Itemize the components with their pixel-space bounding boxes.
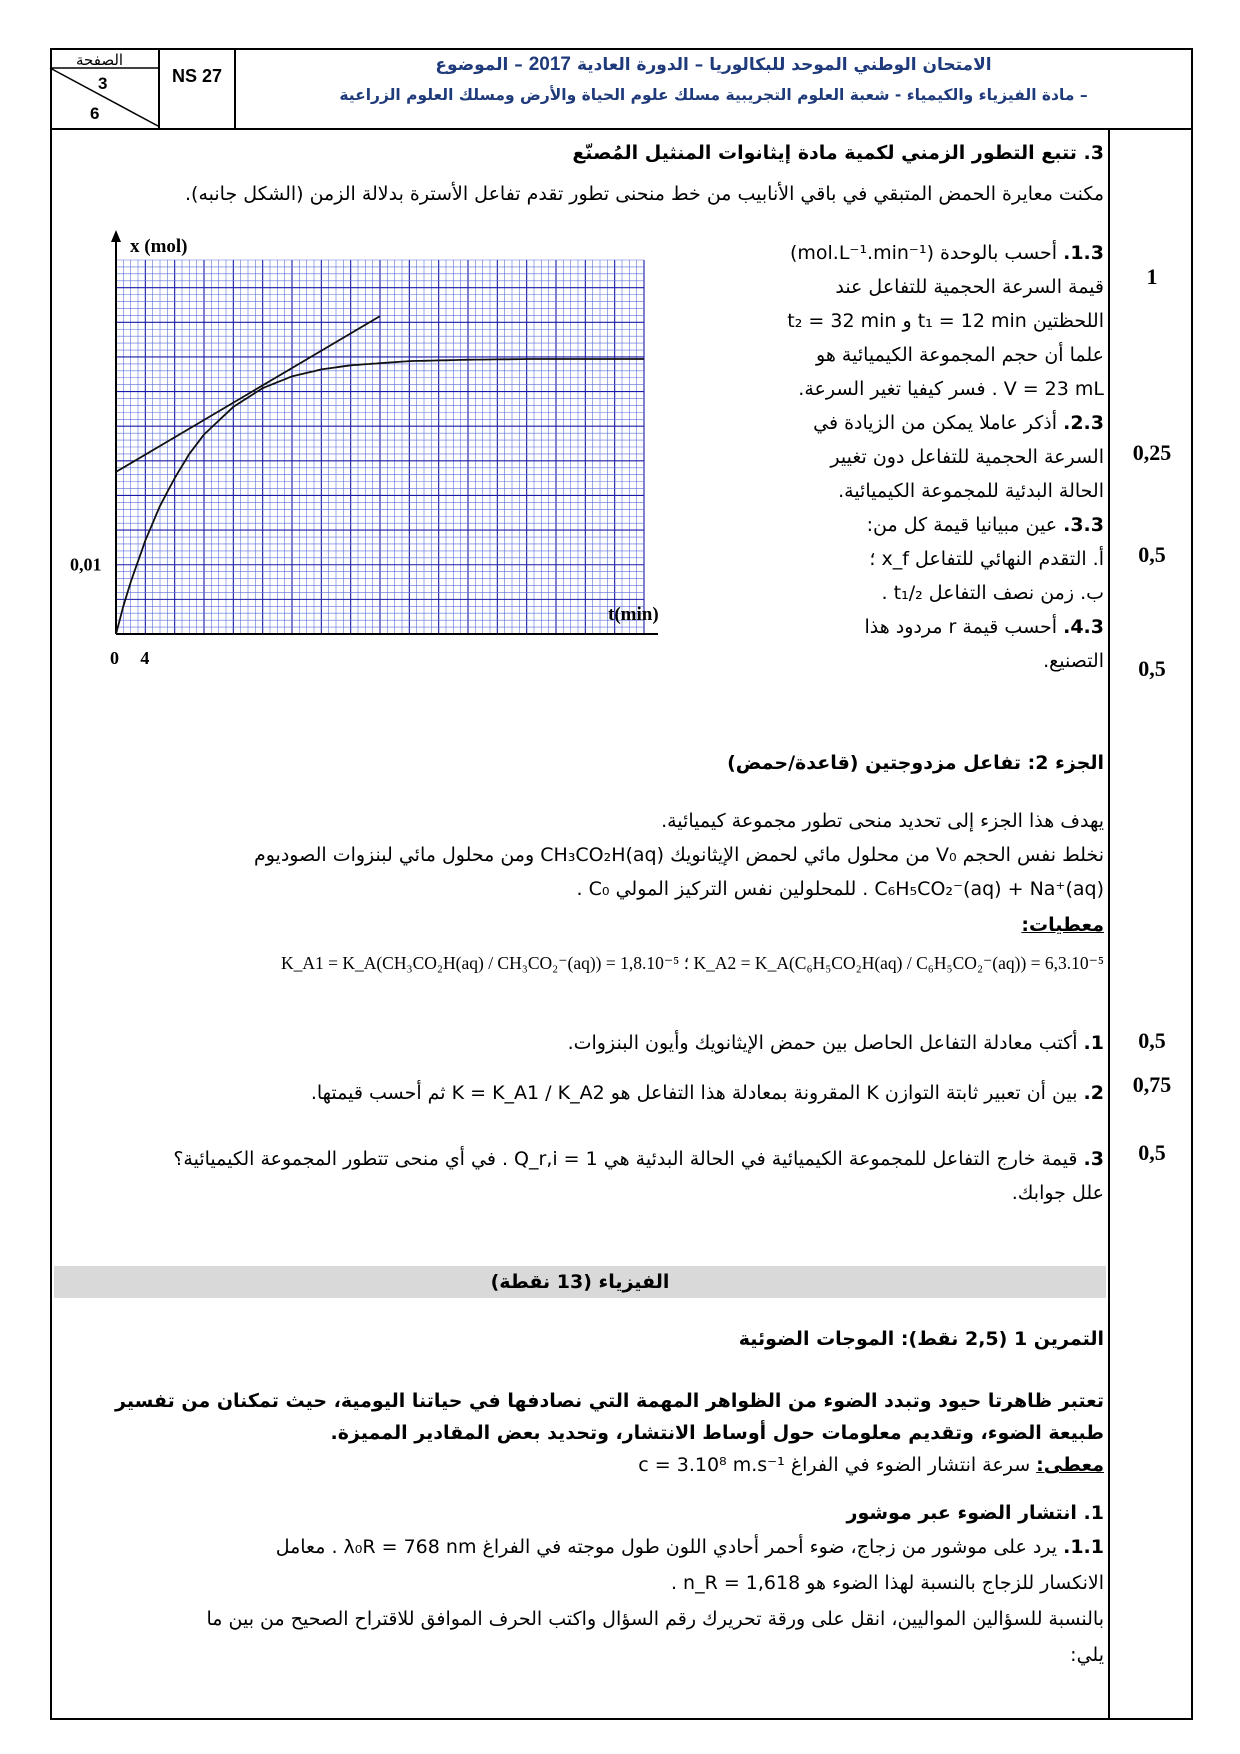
title-line-1 [236,54,1191,76]
part2-q3 [44,1142,1104,1210]
physics-title: الفيزياء (13 نقطة) [490,1271,670,1293]
part2-heading: الجزء 2: تفاعل مزدوجتين (قاعدة/حمض) [727,752,1104,774]
given-text: سرعة انتشار الضوء في الفراغ c = 3.10⁸ m.s⁻¹ [638,1454,1031,1476]
x-tick-label: 0 [110,648,119,668]
physics-intro-1: تعتبر ظاهرتا حيود وتبدد الضوء من الظواهر المهمة التي نصادفها في حياتنا اليومية، حيث تمكنان من تفسير [115,1390,1104,1412]
exam-title [236,48,1191,128]
y-tick-label: 0,01 [70,554,102,575]
q11-line-1 [44,1530,1104,1564]
chart-svg [60,236,760,740]
q31-line-5: V = 23 mL . فسر كيفيا تغير السرعة. [798,378,1104,400]
y-axis-label: x (mol) [130,236,188,257]
part2-q1 [568,1026,1104,1060]
q32-text-1: أذكر عاملا يمكن من الزيادة في [813,412,1058,434]
advancement-chart [60,236,760,740]
section3-intro: مكنت معايرة الحمض المتبقي في باقي الأنابيب من خط منحنى تطور تقدم تفاعل الأسترة بدلالة الزمن (الشكل جانبه). [185,183,1104,205]
q2-num: 2. [1083,1082,1104,1104]
physics-intro-2: طبيعة الضوء، وتقديم معلومات حول أوساط الانتشار، وتحديد بعض المقادير المميزة. [330,1422,1104,1444]
q32-line-2: السرعة الحجمية للتفاعل دون تغيير [830,446,1104,468]
q31-line-2: قيمة السرعة الحجمية للتفاعل عند [835,276,1104,298]
points-q33: 0,5 [1138,542,1166,567]
page-total: 6 [90,104,100,123]
points-p2q1: 0,5 [1138,1028,1166,1053]
exercise1-heading: التمرين 1 (2,5 نقط): الموجات الضوئية [738,1328,1104,1350]
q3-num: 3. [1083,1148,1104,1170]
exam-header [50,48,1193,130]
title-line-2: – مادة الفيزياء والكيمياء - شعبة العلوم التجريبية مسلك علوم الحياة والأرض ومسلك العلوم الزراعية [339,86,1088,104]
q32-line-1 [734,406,1104,440]
q3-line-2: علل جوابك. [1011,1182,1104,1204]
points-q31: 1 [1146,264,1158,289]
q11-label: 1.1. [1063,1536,1104,1558]
points-q34: 0,5 [1138,656,1166,681]
q33-line-1 [734,508,1104,542]
q1-text: أكتب معادلة التفاعل الحاصل بين حمض الإيثانويك وأيون البنزوات. [567,1032,1078,1054]
part2-mix-2: C₆H₅CO₂⁻(aq) + Na⁺(aq) . للمحلولين نفس التركيز المولي C₀ . [576,878,1104,900]
q1-num: 1. [1083,1032,1104,1054]
page-number-box [50,48,160,128]
q31-text-1: أحسب بالوحدة (mol.L⁻¹.min⁻¹) [789,242,1058,264]
q34-line-1 [734,610,1104,644]
points-p2q3: 0,5 [1138,1140,1166,1165]
q11-text-1: يرد على موشور من زجاج، ضوء أحمر أحادي اللون طول موجته في الفراغ λ₀R = 768 nm . معامل [275,1536,1058,1558]
q31-label: 1.3. [1063,242,1104,264]
given-label: معطى: [1036,1454,1104,1476]
part2-mix-1: نخلط نفس الحجم V₀ من محلول مائي لحمض الإيثانويك CH₃CO₂H(aq) ومن محلول مائي لبنزوات الصوديوم [253,844,1104,866]
q11-line-2: الانكسار للزجاج بالنسبة لهذا الضوء هو n_R = 1,618 . [670,1572,1104,1594]
exam-code: NS 27 [160,48,236,128]
points-column-divider [1108,130,1110,1720]
x-tick-label: 4 [140,648,150,668]
part2-aim: يهدف هذا الجزء إلى تحديد منحى تطور مجموعة كيميائية. [661,810,1104,832]
q31-line-4: علما أن حجم المجموعة الكيميائية هو [816,344,1104,366]
q33-b: ب. زمن نصف التفاعل t₁/₂ . [881,582,1104,604]
title-post: – الموضوع [435,55,523,75]
title-pre: الامتحان الوطني الموحد للبكالوريا – الدورة العادية [576,55,992,75]
q31-block [734,236,1104,678]
section3-heading: 3. تتبع التطور الزمني لكمية مادة إيثانوات المنثيل المُصنّع [572,142,1104,164]
prism-heading: 1. انتشار الضوء عبر موشور [846,1502,1104,1524]
instructions-1: بالنسبة للسؤالين المواليين، انقل على ورقة تحريرك رقم السؤال واكتب الحرف الموافق للاقتراح الصحيح من بين ما [206,1608,1104,1630]
title-year: 2017 [528,54,572,75]
q34-label: 4.3. [1063,616,1104,638]
q3-line-1 [44,1142,1104,1176]
page-label: الصفحة [76,51,124,69]
q34-line-2: التصنيع. [1043,650,1104,672]
q33-label: 3.3. [1063,514,1104,536]
part2-data-eq: K_A2 = K_A(C₆H₅CO₂H(aq) / C₆H₅CO₂⁻(aq)) = 6,3.10⁻⁵ ؛ K_A1 = K_A(CH₃CO₂H(aq) / CH₃CO₂⁻(aq)) = 1,8.10⁻⁵ [280,953,1104,973]
page-number: 3 [98,74,108,93]
q32-line-3: الحالة البدئية للمجموعة الكيميائية. [838,480,1104,502]
q3-text-1: قيمة خارج التفاعل للمجموعة الكيميائية في الحالة البدئية هي Q_r,i = 1 . في أي منحى تتطور المجموعة الكيميائية؟ [173,1148,1078,1170]
part2-q2 [311,1076,1104,1110]
q33-text-1: عين مبيانيا قيمة كل من: [866,514,1058,536]
instructions-2: يلي: [1070,1644,1104,1666]
part2-data-label: معطيات: [1021,914,1104,936]
q34-text-1: أحسب قيمة r مردود هذا [864,616,1058,638]
points-q32: 0,25 [1132,440,1172,465]
physics-given [638,1448,1104,1482]
q32-label: 2.3. [1063,412,1104,434]
q2-text: بين أن تعبير ثابتة التوازن K المقرونة بمعادلة هذا التفاعل هو K = K_A1 / K_A2 ثم أحسب قيمتها. [310,1082,1078,1104]
q31-line-1 [734,236,1104,270]
q33-a: أ. التقدم النهائي للتفاعل x_f ؛ [869,548,1104,570]
points-p2q2: 0,75 [1132,1072,1172,1097]
q31-line-3: اللحظتين t₁ = 12 min و t₂ = 32 min [787,310,1104,332]
x-axis-label: t(min) [608,604,659,625]
